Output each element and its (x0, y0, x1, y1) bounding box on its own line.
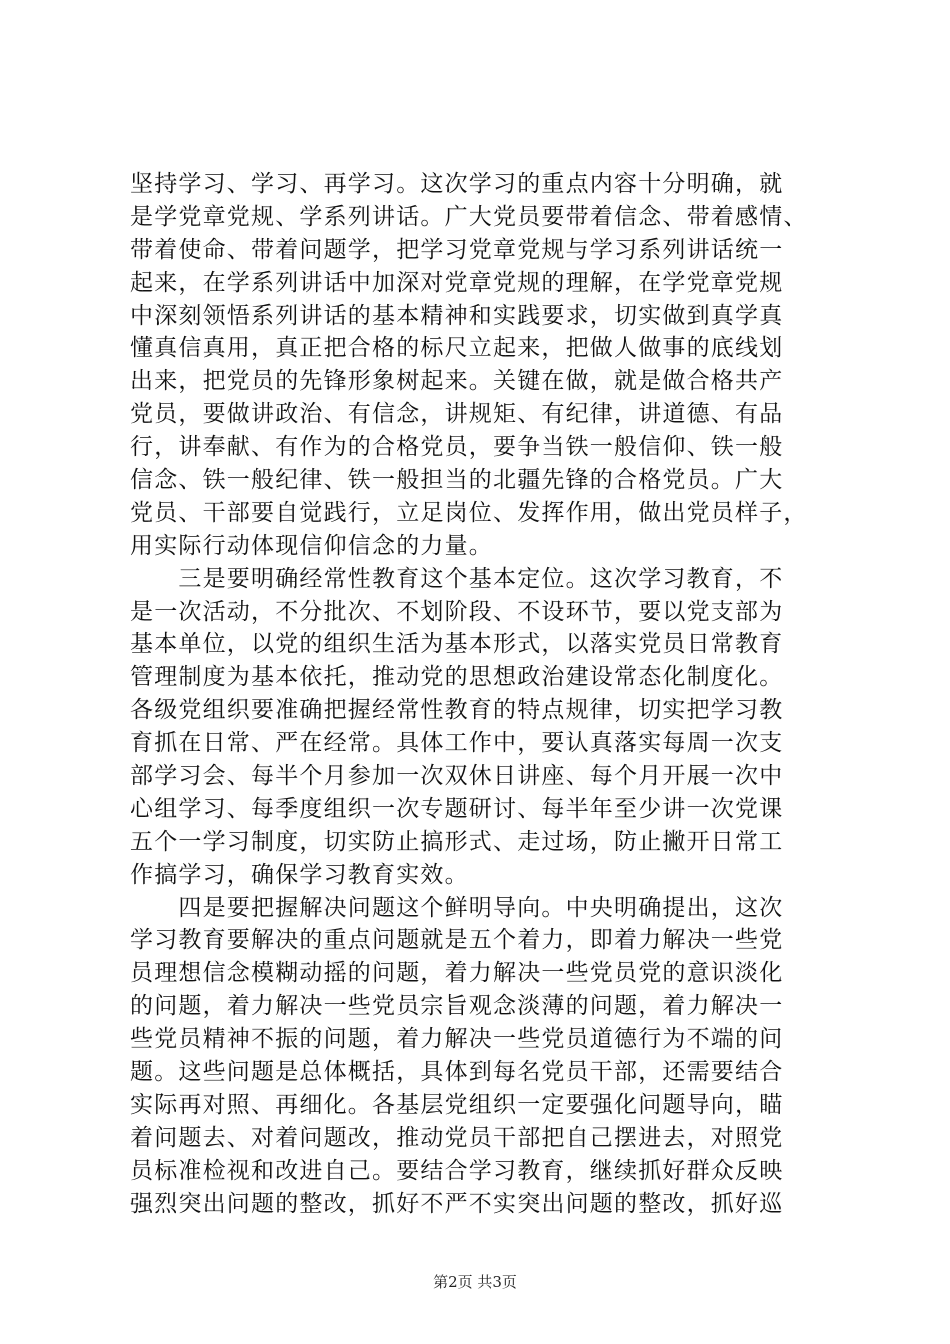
text-line: 作搞学习，确保学习教育实效。 (130, 861, 469, 888)
text-line: 育抓在日常、严在经常。具体工作中，要认真落实每周一次支 (130, 730, 784, 757)
text-line: 员标准检视和改进自己。要结合学习教育，继续抓好群众反映 (130, 1157, 784, 1184)
text-line: 部学习会、每半个月参加一次双休日讲座、每个月开展一次中 (130, 763, 784, 790)
text-line: 懂真信真用，真正把合格的标尺立起来，把做人做事的底线划 (130, 335, 784, 362)
text-line: 带着使命、带着问题学，把学习党章党规与学习系列讲话统一 (130, 236, 784, 263)
text-line: 起来，在学系列讲话中加深对党章党规的理解，在学党章党规 (130, 269, 784, 296)
text-line: 行，讲奉献、有作为的合格党员，要争当铁一般信仰、铁一般 (130, 434, 784, 461)
page-indicator: 第2页 共3页 (433, 1273, 517, 1291)
text-line: 坚持学习、学习、再学习。这次学习的重点内容十分明确，就 (130, 171, 784, 197)
text-line: 些党员精神不振的问题，着力解决一些党员道德行为不端的问 (130, 1026, 784, 1053)
text-line: 的问题，着力解决一些党员宗旨观念淡薄的问题，着力解决一 (130, 993, 784, 1020)
text-line: 五个一学习制度，切实防止搞形式、走过场，防止撇开日常工 (130, 828, 784, 855)
body-text (130, 168, 830, 1221)
text-line: 管理制度为基本依托，推动党的思想政治建设常态化制度化。 (130, 664, 784, 691)
paragraph-start-line: 四是要把握解决问题这个鲜明导向。中央明确提出，这次 (130, 894, 784, 921)
text-line: 学习教育要解决的重点问题就是五个着力，即着力解决一些党 (130, 927, 784, 954)
text-line: 实际再对照、再细化。各基层党组织一定要强化问题导向，瞄 (130, 1091, 784, 1118)
text-line: 中深刻领悟系列讲话的基本精神和实践要求，切实做到真学真 (130, 302, 784, 329)
page-footer (0, 1272, 950, 1292)
paragraph-start-line: 三是要明确经常性教育这个基本定位。这次学习教育，不 (130, 565, 784, 592)
text-line: 基本单位，以党的组织生活为基本形式，以落实党员日常教育 (130, 631, 784, 658)
text-line: 用实际行动体现信仰信念的力量。 (130, 532, 493, 559)
text-line: 着问题去、对着问题改，推动党员干部把自己摆进去，对照党 (130, 1124, 784, 1151)
text-line: 员理想信念模糊动摇的问题，着力解决一些党员党的意识淡化 (130, 960, 784, 987)
text-line: 强烈突出问题的整改，抓好不严不实突出问题的整改，抓好巡 (130, 1190, 784, 1217)
text-line: 信念、铁一般纪律、铁一般担当的北疆先锋的合格党员。广大 (130, 467, 784, 494)
text-line: 各级党组织要准确把握经常性教育的特点规律，切实把学习教 (130, 697, 784, 724)
text-line: 心组学习、每季度组织一次专题研讨、每半年至少讲一次党课 (130, 795, 784, 822)
text-line: 是一次活动，不分批次、不划阶段、不设环节，要以党支部为 (130, 598, 784, 625)
text-line: 出来，把党员的先锋形象树起来。关键在做，就是做合格共产 (130, 368, 784, 395)
text-line: 党员，要做讲政治、有信念，讲规矩、有纪律，讲道德、有品 (130, 401, 784, 428)
text-line: 题。这些问题是总体概括，具体到每名党员干部，还需要结合 (130, 1059, 784, 1086)
text-line: 是学党章党规、学系列讲话。广大党员要带着信念、带着感情、 (130, 203, 808, 230)
text-line: 党员、干部要自觉践行，立足岗位、发挥作用，做出党员样子， (130, 499, 808, 526)
